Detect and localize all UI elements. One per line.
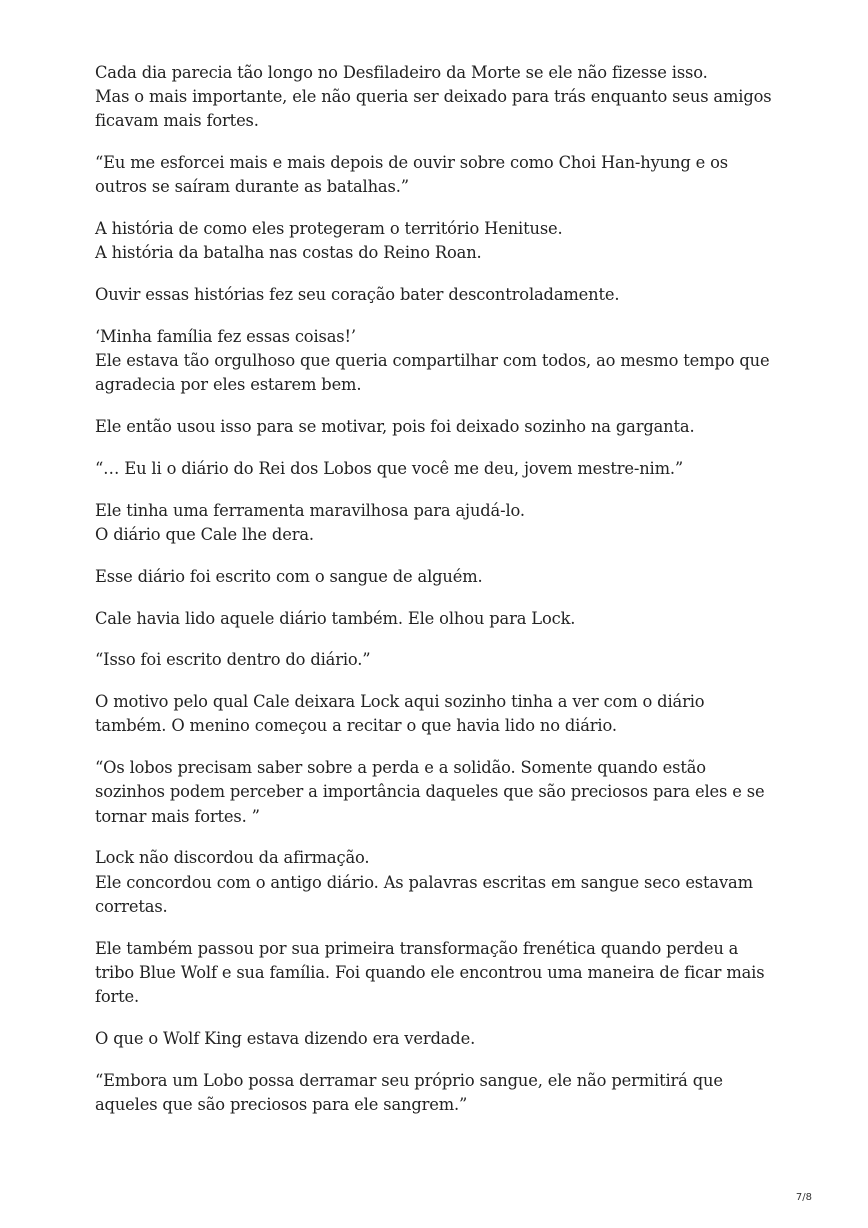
paragraph — [95, 607, 775, 631]
paragraph — [95, 283, 775, 307]
paragraph — [95, 61, 775, 134]
text-line: A história de como eles protegeram o território Henituse. — [95, 219, 563, 239]
text-line: “Isso foi escrito dentro do diário.” — [95, 650, 371, 670]
page-number: 7/8 — [795, 1192, 812, 1203]
paragraph — [95, 325, 775, 398]
text-line: Ele estava tão orgulhoso que queria compartilhar com todos, ao mesmo tempo que agradecia por eles estarem bem. — [95, 351, 770, 395]
paragraph — [95, 846, 775, 919]
text-line: A história da batalha nas costas do Reino Roan. — [95, 243, 482, 263]
paragraph — [95, 690, 775, 738]
paragraph — [95, 499, 775, 547]
text-line: “Eu me esforcei mais e mais depois de ouvir sobre como Choi Han-hyung e os outros se saíram durante as batalhas.” — [95, 153, 728, 197]
text-line: Cada dia parecia tão longo no Desfiladeiro da Morte se ele não fizesse isso. — [95, 63, 708, 82]
text-line: “Embora um Lobo possa derramar seu próprio sangue, ele não permitirá que aqueles que são preciosos para ele sangrem.” — [95, 1070, 723, 1114]
text-line: Ele concordou com o antigo diário. As palavras escritas em sangue seco estavam corretas. — [95, 872, 753, 916]
paragraph — [95, 565, 775, 589]
paragraph — [95, 1069, 775, 1117]
text-line: O diário que Cale lhe dera. — [95, 525, 314, 544]
document-body — [95, 61, 775, 1135]
paragraph — [95, 457, 775, 481]
text-line: Esse diário foi escrito com o sangue de alguém. — [95, 566, 483, 586]
text-line: O motivo pelo qual Cale deixara Lock aqui sozinho tinha a ver com o diário também. O menino começou a recitar o que havia lido no diário. — [95, 692, 705, 736]
text-line: Ele também passou por sua primeira transformação frenética quando perdeu a tribo Blue Wolf e sua família. Foi quando ele encontrou uma maneira de ficar mais forte. — [95, 938, 765, 1006]
text-line: O que o Wolf King estava dizendo era verdade. — [95, 1028, 476, 1048]
paragraph — [95, 151, 775, 199]
paragraph — [95, 217, 775, 265]
paragraph — [95, 937, 775, 1010]
paragraph — [95, 756, 775, 829]
text-line: ‘Minha família fez essas coisas!’ — [95, 327, 356, 346]
text-line: Ele então usou isso para se motivar, pois foi deixado sozinho na garganta. — [95, 417, 695, 437]
text-line: Ouvir essas histórias fez seu coração bater descontroladamente. — [95, 285, 620, 305]
paragraph — [95, 1027, 775, 1051]
text-line: Lock não discordou da afirmação. — [95, 848, 370, 868]
text-line: Mas o mais importante, ele não queria ser deixado para trás enquanto seus amigos ficavam mais fortes. — [95, 87, 772, 131]
text-line: “Os lobos precisam saber sobre a perda e a solidão. Somente quando estão sozinhos podem perceber a importância daqueles que são preciosos para eles e se tornar mais fortes. ” — [95, 758, 765, 826]
paragraph — [95, 648, 775, 672]
paragraph — [95, 415, 775, 439]
text-line: “… Eu li o diário do Rei dos Lobos que você me deu, jovem mestre-nim.” — [95, 459, 684, 478]
text-line: Cale havia lido aquele diário também. Ele olhou para Lock. — [95, 608, 576, 628]
text-line: Ele tinha uma ferramenta maravilhosa para ajudá-lo. — [95, 500, 525, 520]
